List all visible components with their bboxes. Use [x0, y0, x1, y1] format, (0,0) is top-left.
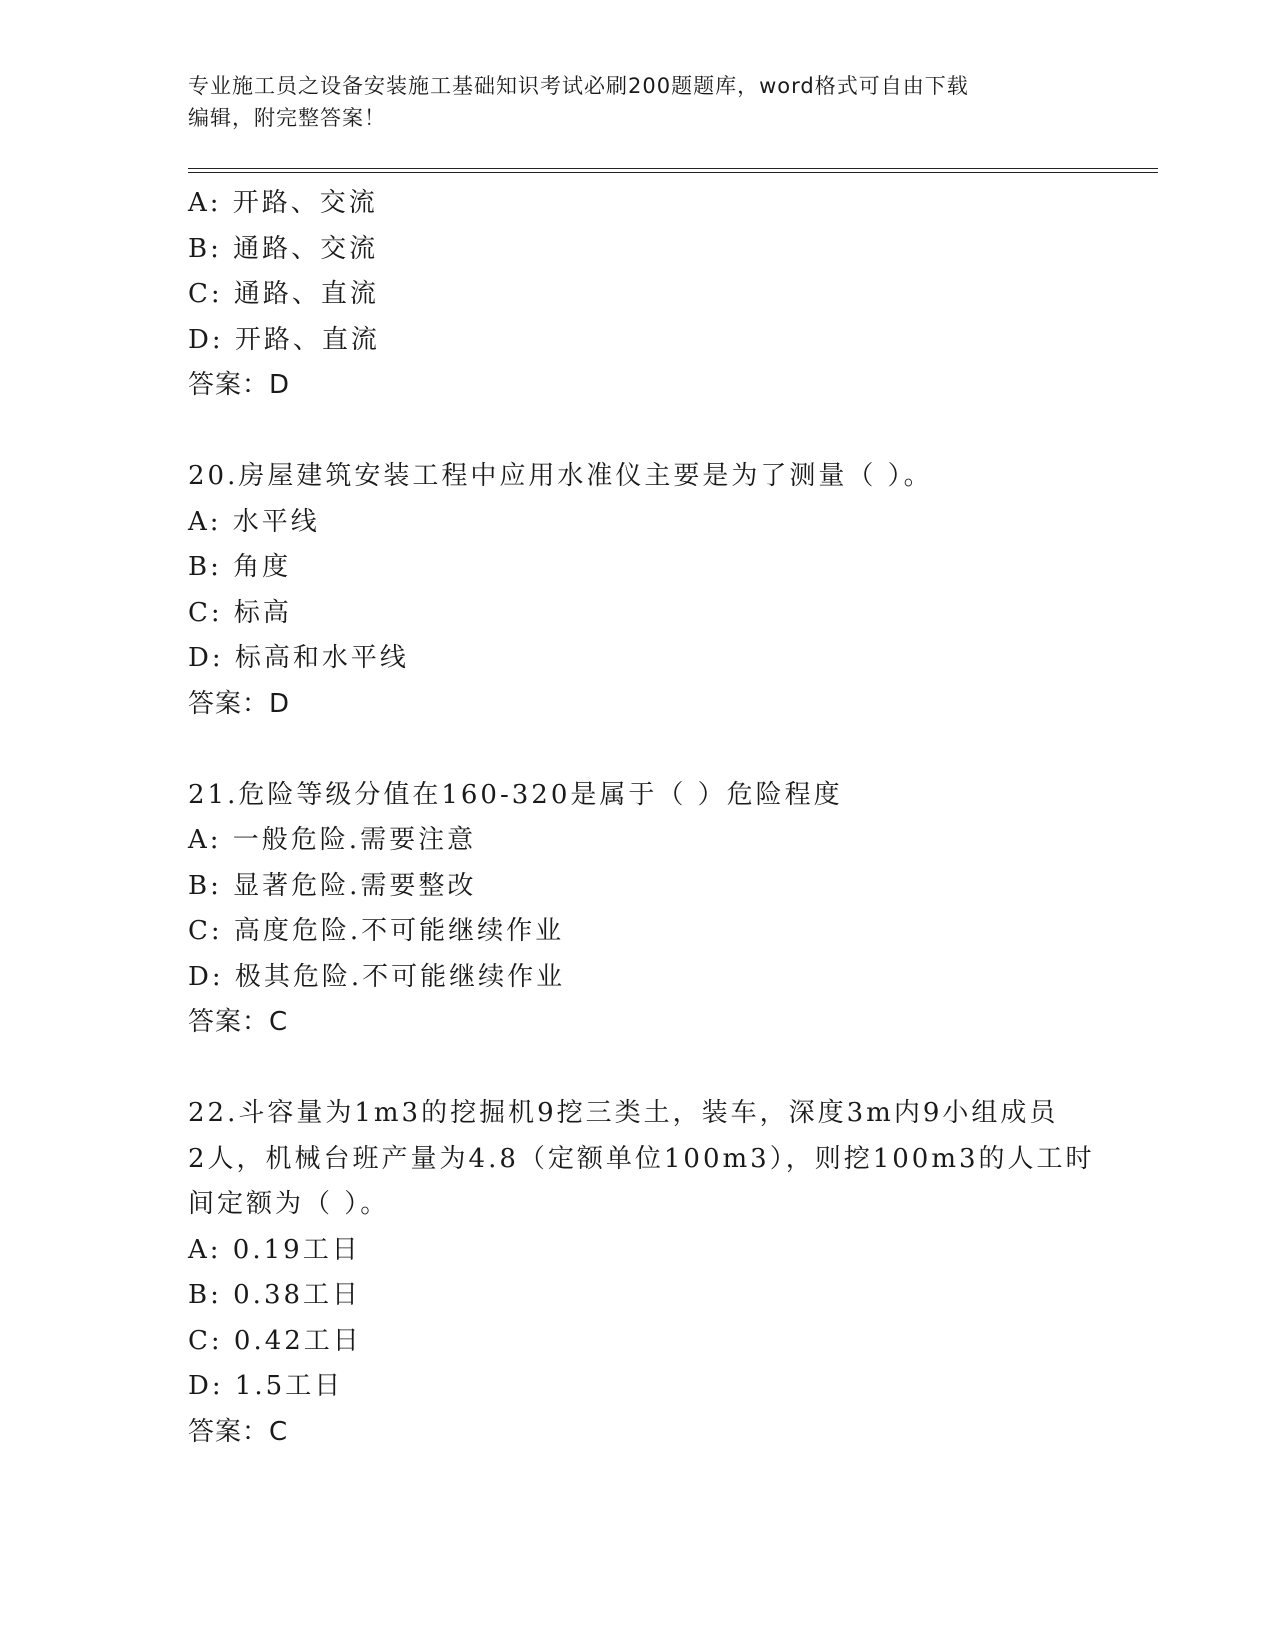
option-a: A: 开路、交流 [188, 188, 378, 218]
header-title-line-2: 编辑，附完整答案！ [188, 106, 386, 130]
option-a: A: 水平线 [188, 506, 320, 537]
answer: 答案：C [188, 1416, 289, 1447]
option-d: D: 标高和水平线 [188, 643, 409, 673]
question-19-continued [188, 181, 1158, 409]
option-c: C: 标高 [188, 597, 292, 628]
question-text-line-3: 间定额为（ ）。 [188, 1189, 390, 1219]
option-b: B: 0.38工日 [188, 1280, 362, 1310]
option-d: D: 1.5工日 [188, 1371, 344, 1401]
option-d: D: 极其危险.不可能继续作业 [188, 961, 566, 992]
question-22 [188, 1091, 1158, 1455]
answer: 答案：D [188, 688, 291, 719]
option-c: C: 高度危险.不可能继续作业 [188, 916, 565, 946]
document-page [188, 70, 1158, 1455]
question-20 [188, 454, 1158, 727]
answer: 答案：C [188, 1007, 289, 1037]
option-c: C: 通路、直流 [188, 279, 379, 309]
option-c: C: 0.42工日 [188, 1325, 362, 1356]
question-text-line-2: 2人，机械台班产量为4.8（定额单位100m3），则挖100m3的人工时 [188, 1143, 1095, 1174]
option-b: B: 通路、交流 [188, 233, 379, 264]
question-text: 21.危险等级分值在160-320是属于（ ）危险程度 [188, 779, 843, 810]
option-b: B: 显著危险.需要整改 [188, 870, 477, 901]
header-title-line-1: 专业施工员之设备安装施工基础知识考试必刷200题题库，word格式可自由下载 [188, 74, 969, 98]
option-a: A: 0.19工日 [188, 1234, 361, 1265]
answer: 答案：D [188, 370, 291, 400]
option-b: B: 角度 [188, 552, 292, 582]
option-a: A: 一般危险.需要注意 [188, 825, 477, 855]
question-text: 20.房屋建筑安装工程中应用水准仪主要是为了测量（ ）。 [188, 461, 933, 491]
header-divider [188, 168, 1158, 173]
question-21 [188, 773, 1158, 1046]
document-header [188, 70, 1088, 134]
option-d: D: 开路、直流 [188, 324, 380, 355]
question-text-line-1: 22.斗容量为1m3的挖掘机9挖三类土，装车，深度3m内9小组成员 [188, 1098, 1059, 1128]
